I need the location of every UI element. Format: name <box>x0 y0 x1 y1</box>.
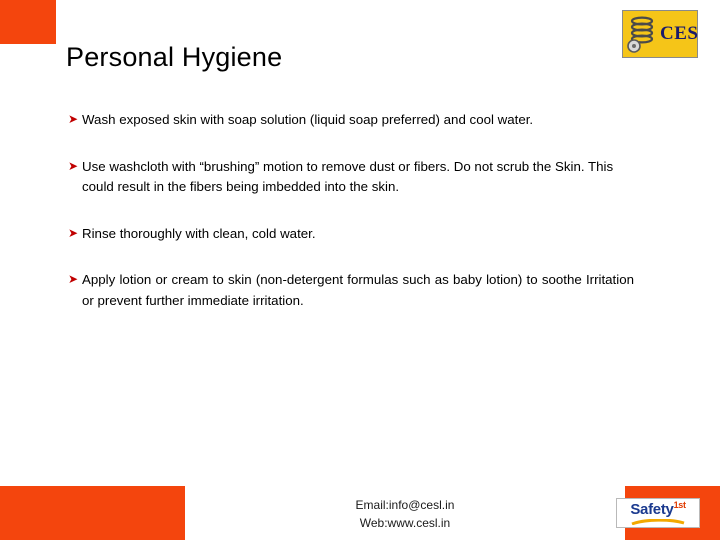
footer-contact-text <box>185 497 625 532</box>
decorative-corner-block <box>0 0 56 44</box>
list-item <box>68 157 634 198</box>
bullet-arrow-icon: ➤ <box>68 225 79 240</box>
bullet-arrow-icon: ➤ <box>68 112 79 126</box>
safety-logo-word: Safety <box>630 501 674 518</box>
swoosh-icon <box>631 519 685 525</box>
list-item-text: Rinse thoroughly with clean, cold water. <box>82 225 316 241</box>
ces-logo <box>622 10 698 58</box>
list-item <box>68 270 634 311</box>
page-title: Personal Hygiene <box>66 42 283 72</box>
bullet-arrow-icon: ➤ <box>68 158 79 173</box>
coil-spring-icon <box>625 12 659 56</box>
list-item <box>68 110 634 131</box>
footer-web: Web:www.cesl.in <box>359 515 451 530</box>
list-item-text: Apply lotion or cream to skin (non-detergent formulas such as baby lotion) to soothe Irritation or prevent further immediate irritation. <box>82 272 634 309</box>
list-item-text: Use washcloth with “brushing” motion to remove dust or fibers. Do not scrub the Skin. This could result in the fibers being imbedded into the skin. <box>82 158 614 195</box>
bullet-list <box>68 110 634 338</box>
ces-logo-text: CES <box>660 23 699 44</box>
safety-first-logo <box>616 498 700 528</box>
bullet-arrow-icon: ➤ <box>68 272 79 287</box>
footer-email: Email:info@cesl.in <box>355 498 455 513</box>
safety-logo-text <box>630 501 685 517</box>
safety-logo-superscript: 1st <box>673 500 686 510</box>
list-item <box>68 224 634 245</box>
list-item-text: Wash exposed skin with soap solution (liquid soap preferred) and cool water. <box>82 112 534 127</box>
